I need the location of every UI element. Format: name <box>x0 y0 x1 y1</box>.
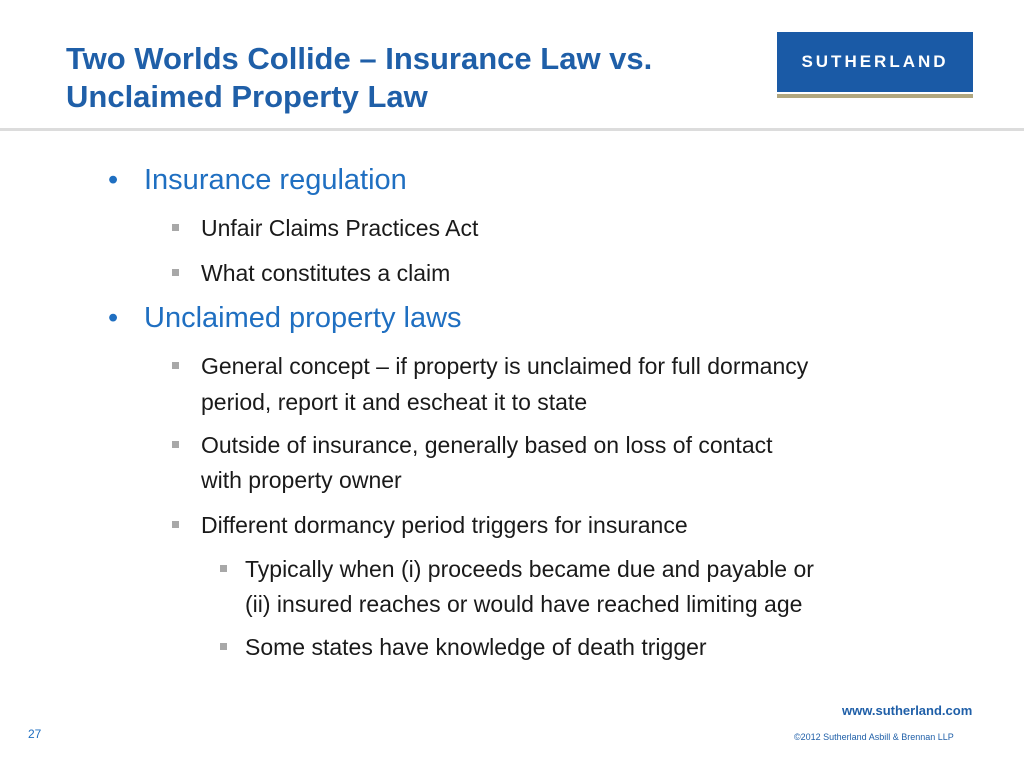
square-bullet-icon <box>220 565 227 572</box>
slide-title-line-1: Two Worlds Collide – Insurance Law vs. <box>66 41 653 76</box>
logo-text: SUTHERLAND <box>801 52 949 71</box>
page-number: 27 <box>28 727 42 741</box>
square-bullet-icon <box>172 269 179 276</box>
bullet-text: What constitutes a claim <box>201 260 451 286</box>
footer-copyright: ©2012 Sutherland Asbill & Brennan LLP <box>794 732 954 742</box>
square-bullet-icon <box>172 441 179 448</box>
bullet-text-line-1: Typically when (i) proceeds became due and payable or <box>245 556 814 582</box>
bullet-text: Insurance regulation <box>144 164 407 196</box>
bullet-text-line-2: with property owner <box>201 467 402 493</box>
bullet-text: Different dormancy period triggers for insurance <box>201 512 688 538</box>
bullet-text: Unfair Claims Practices Act <box>201 215 479 241</box>
slide-title-line-2: Unclaimed Property Law <box>66 79 428 114</box>
bullet-dot: • <box>108 302 119 334</box>
bullet-text-line-1: Outside of insurance, generally based on loss of contact <box>201 432 773 458</box>
bullet-text: Unclaimed property laws <box>144 302 462 334</box>
bullet-text: Some states have knowledge of death trigger <box>245 634 707 660</box>
bullet-text-line-1: General concept – if property is unclaimed for full dormancy <box>201 353 809 379</box>
bullet-dot: • <box>108 164 119 196</box>
square-bullet-icon <box>172 362 179 369</box>
bullet-text-line-2: period, report it and escheat it to state <box>201 389 588 415</box>
square-bullet-icon <box>220 643 227 650</box>
square-bullet-icon <box>172 224 179 231</box>
square-bullet-icon <box>172 521 179 528</box>
bullet-text-line-2: (ii) insured reaches or would have reached limiting age <box>245 591 803 617</box>
footer-url[interactable]: www.sutherland.com <box>842 703 973 718</box>
